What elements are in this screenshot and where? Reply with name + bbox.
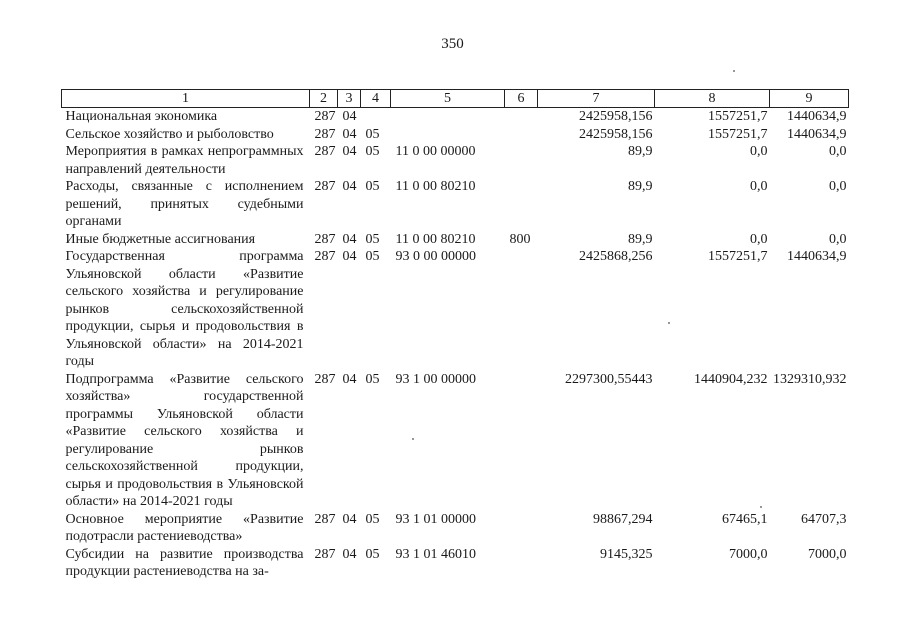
subsection-code: 05 [365,231,380,247]
scan-speck [733,70,735,72]
subsection-code: 05 [365,371,380,387]
expense-type [505,546,538,581]
target-article: 93 1 01 00000 [395,511,476,527]
amount-col9: 0,0 [829,144,847,159]
amount-col7: 2297300,55443 [565,371,653,387]
header-col-1: 1 [62,90,310,108]
expense-type [505,371,538,511]
table-header [62,90,849,108]
table-body [62,108,849,581]
admin-code: 287 [314,546,336,562]
target-article: 93 0 00 00000 [395,249,476,264]
table-row [62,126,849,144]
amount-col7: 89,9 [628,179,653,194]
amount-col7: 89,9 [628,231,653,247]
amount-col9: 1440634,9 [787,109,847,124]
table-row [62,108,849,126]
subsection-code: 05 [365,144,380,159]
header-col-8: 8 [655,90,770,108]
amount-col9: 0,0 [829,179,847,194]
amount-col8: 1557251,7 [708,109,768,124]
admin-code: 287 [314,109,336,124]
amount-col9: 1329310,932 [773,371,847,387]
expense-type [505,126,538,144]
expense-type [505,143,538,178]
amount-col8: 67465,1 [722,511,768,527]
row-name: Государственная программа Ульяновской области «Развитие сельского хозяйства и регулирование рынков сельскохозяйственной продукции, сырья и продовольствия в Ульяновской области» на 2014-2021 годы [65,249,304,369]
header-col-4: 4 [361,90,391,108]
target-article: 93 1 01 46010 [395,546,476,562]
target-article: 11 0 00 80210 [395,179,476,194]
row-name: Основное мероприятие «Развитие подотрасли растениеводства» [65,511,304,544]
subsection-code: 05 [365,179,380,194]
amount-col7: 2425868,256 [579,249,653,264]
header-col-3: 3 [338,90,361,108]
expense-type [505,108,538,126]
table-row [62,231,849,249]
expense-type: 800 [509,231,531,247]
target-article: 11 0 00 00000 [395,144,476,159]
admin-code: 287 [314,179,336,194]
expense-type [505,178,538,231]
table-row [62,511,849,546]
scan-speck [668,322,670,324]
amount-col8: 0,0 [750,231,768,247]
row-name: Подпрограмма «Развитие сельского хозяйства» государственной программы Ульяновской области «Развитие сельского хозяйства и регулирование рынков сельскохозяйственной продукции, сырья и продовольствия в Ульяновской области» на 2014-2021 годы [65,371,304,509]
budget-table [61,89,849,581]
expense-type [505,511,538,546]
row-name: Национальная экономика [65,109,218,124]
header-col-6: 6 [505,90,538,108]
amount-col7: 89,9 [628,144,653,159]
row-name: Субсидии на развитие производства продукции растениеводства на за- [65,546,304,579]
scan-speck [412,438,414,440]
header-col-5: 5 [391,90,505,108]
amount-col7: 98867,294 [593,511,653,527]
header-row [62,90,849,108]
target-article: 93 1 00 00000 [395,371,476,387]
amount-col8: 0,0 [750,144,768,159]
amount-col8: 1440904,232 [694,371,768,387]
admin-code: 287 [314,511,336,527]
subsection-code: 05 [365,546,380,562]
section-code: 04 [342,126,357,142]
amount-col8: 1557251,7 [708,126,768,142]
table-row [62,143,849,178]
target-article: 11 0 00 80210 [395,231,476,247]
section-code: 04 [342,179,357,194]
admin-code: 287 [314,371,336,387]
row-name: Сельское хозяйство и рыболовство [65,126,274,142]
section-code: 04 [342,231,357,247]
row-name: Мероприятия в рамках непрограммных направлений деятельности [65,144,304,177]
expense-type [505,248,538,371]
amount-col7: 2425958,156 [579,109,653,124]
amount-col9: 0,0 [829,231,847,247]
target-article [391,108,505,126]
table-row [62,248,849,371]
section-code: 04 [342,371,357,387]
row-name: Иные бюджетные ассигнования [65,231,256,247]
subsection-code: 05 [365,249,380,264]
table-row [62,546,849,581]
admin-code: 287 [314,126,336,142]
target-article [391,126,505,144]
amount-col9: 7000,0 [808,546,847,562]
amount-col9: 64707,3 [801,511,847,527]
amount-col7: 2425958,156 [579,126,653,142]
subsection-code: 05 [365,511,380,527]
header-col-7: 7 [538,90,655,108]
row-name: Расходы, связанные с исполнением решений, принятых судебными органами [65,179,304,229]
section-code: 04 [342,546,357,562]
amount-col8: 0,0 [750,179,768,194]
header-col-2: 2 [310,90,338,108]
table-row [62,178,849,231]
section-code: 04 [342,109,357,124]
header-col-9: 9 [770,90,849,108]
admin-code: 287 [314,144,336,159]
admin-code: 287 [314,231,336,247]
amount-col7: 9145,325 [600,546,653,562]
subsection-code: 05 [365,126,380,142]
scan-speck [760,506,762,508]
page-number: 350 [441,36,464,52]
table-row [62,371,849,511]
amount-col9: 1440634,9 [787,126,847,142]
amount-col8: 7000,0 [729,546,768,562]
section-code: 04 [342,144,357,159]
section-code: 04 [342,511,357,527]
amount-col8: 1557251,7 [708,249,768,264]
admin-code: 287 [314,249,336,264]
subsection-code [361,108,391,126]
section-code: 04 [342,249,357,264]
amount-col9: 1440634,9 [787,249,847,264]
